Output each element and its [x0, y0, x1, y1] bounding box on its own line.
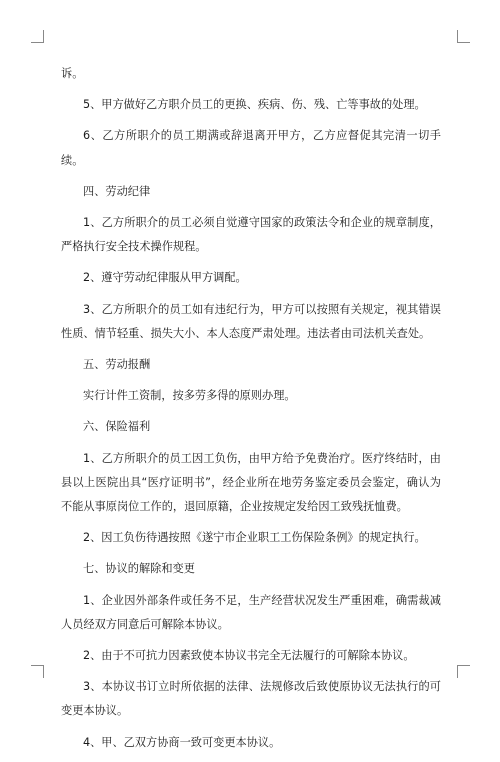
- crop-mark-top-left: [31, 30, 44, 43]
- clause-4-item-1: 1、乙方所职介的员工必须自觉遵守国家的政策法令和企业的规章制度，严格执行安全技术操作规程。: [61, 216, 441, 254]
- crop-mark-bottom-right: [457, 665, 470, 678]
- document-body: [61, 62, 441, 762]
- clause-6-item-1: 1、乙方所职介的员工因工负伤，由甲方给予免费治疗。医疗终结时，由县以上医院出具“医疗证明书”，经企业所在地劳务鉴定委员会鉴定，确认为不能从事原岗位工作的，退回原籍，企业按规定发给因工致残抚恤费。: [61, 451, 441, 514]
- clause-4-item-2: 2、遵守劳动纪律服从甲方调配。: [83, 271, 247, 285]
- section-heading-insurance: 六、保险福利: [83, 420, 151, 434]
- clause-7-item-4: 4、甲、乙双方协商一致可变更本协议。: [83, 735, 281, 749]
- crop-mark-bottom-left: [31, 665, 44, 678]
- clause-4-item-3: 3、乙方所职介的员工如有违纪行为，甲方可以按照有关规定，视其错误性质、情节轻重、损失大小、本人态度严肃处理。违法者由司法机关查处。: [61, 302, 441, 340]
- clause-6-item-2: 2、因工负伤待遇按照《遂宁市企业职工工伤保险条例》的规定执行。: [83, 531, 426, 545]
- clause-7-item-2: 2、由于不可抗力因素致使本协议书完全无法履行的可解除本协议。: [83, 649, 415, 663]
- section-heading-remuneration: 五、劳动报酬: [83, 358, 151, 372]
- clause-7-item-3: 3、本协议书订立时所依据的法律、法规修改后致使原协议无法执行的可变更本协议。: [61, 680, 441, 718]
- clause-7-item-1: 1、企业因外部条件或任务不足，生产经营状况发生严重困难，确需裁减人员经双方同意后可解除本协议。: [61, 593, 441, 631]
- section-heading-termination: 七、协议的解除和变更: [83, 562, 195, 576]
- clause-3-item-6: 6、乙方所职介的员工期满或辞退离开甲方，乙方应督促其完清一切手续。: [61, 129, 441, 167]
- paragraph-continuation: 诉。: [61, 67, 84, 80]
- clause-5-text: 实行计件工资制，按多劳多得的原则办理。: [83, 389, 296, 403]
- crop-mark-top-right: [457, 30, 470, 43]
- clause-3-item-5: 5、甲方做好乙方职介员工的更换、疾病、伤、残、亡等事故的处理。: [83, 98, 426, 112]
- section-heading-labor-discipline: 四、劳动纪律: [83, 184, 151, 198]
